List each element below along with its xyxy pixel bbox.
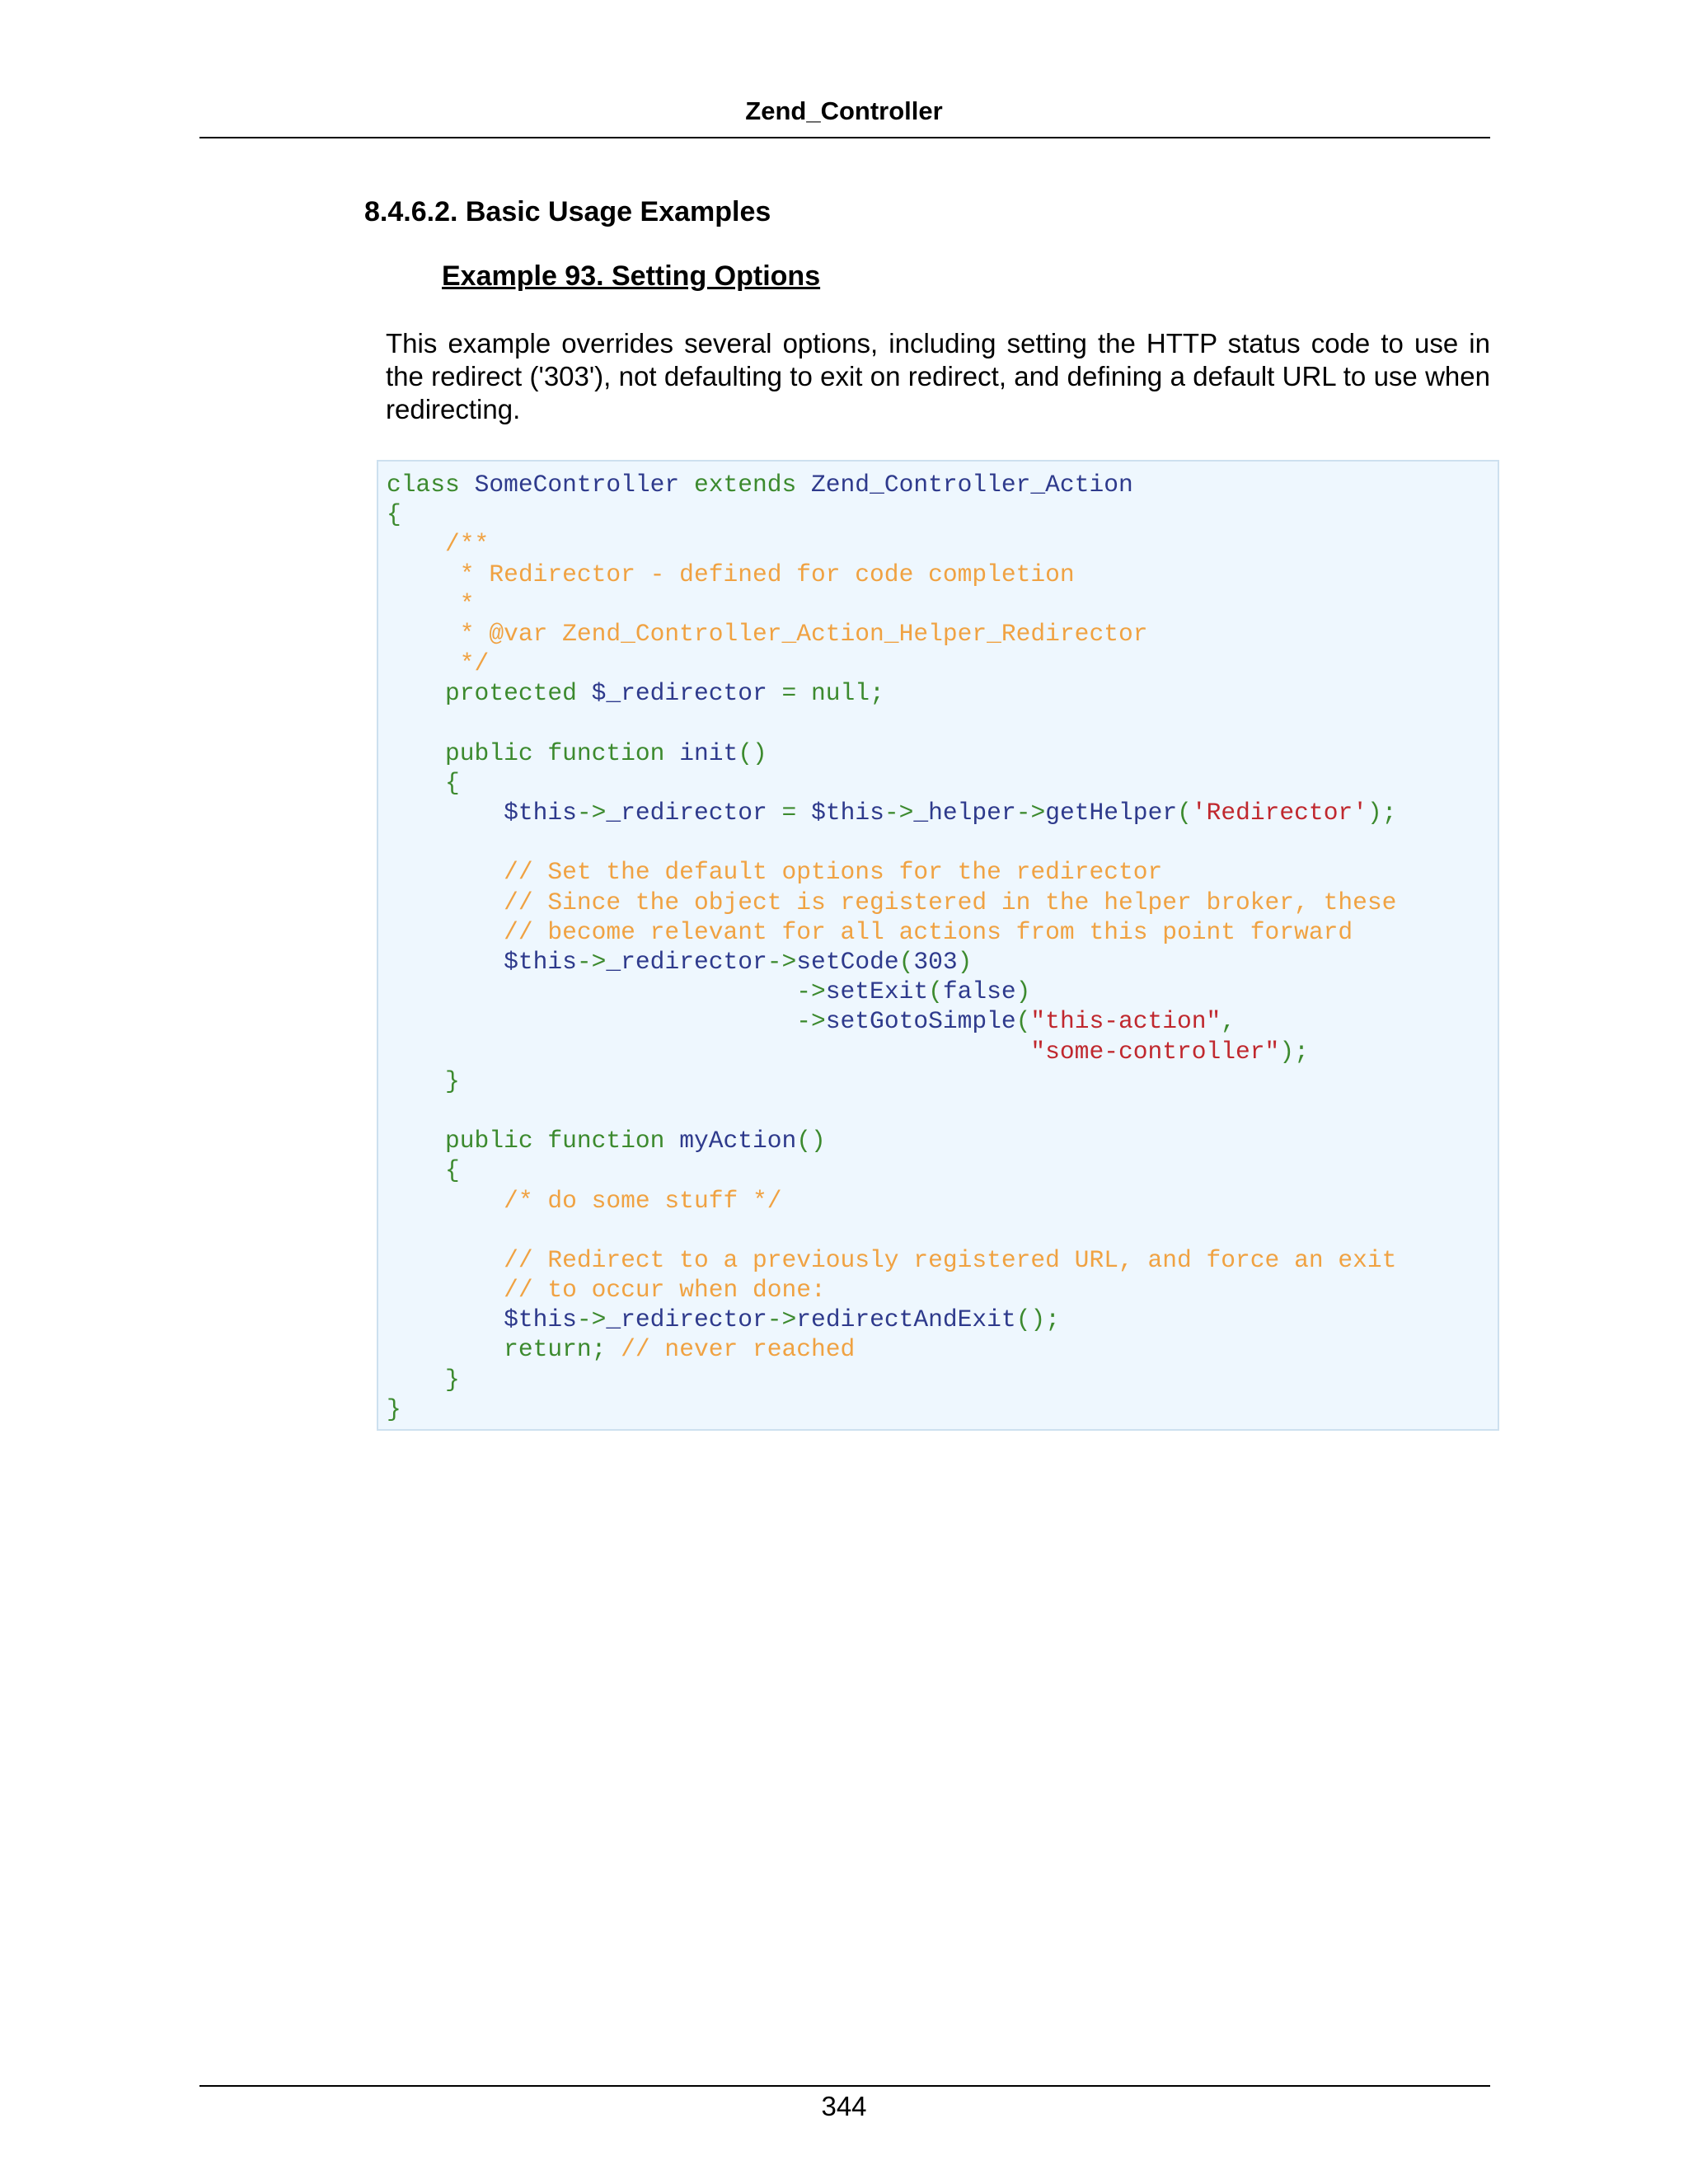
code-token: $_redirector [591, 679, 782, 708]
code-line [387, 888, 1397, 917]
code-token: _redirector [606, 948, 767, 976]
code-line [387, 827, 1397, 857]
body-paragraph: This example overrides several options, including setting the HTTP status code to use in the redirect ('303'), not defaulting to exit on redirect, and defining a default URL to use when redirecting. [386, 328, 1490, 424]
code-token: _redirector [606, 799, 782, 827]
code-token: -> [387, 1007, 826, 1036]
running-header: Zend_Controller [745, 96, 943, 125]
code-line [387, 709, 1397, 738]
code-line [387, 499, 1397, 529]
code-line [387, 917, 1397, 947]
code-token: ( [1015, 1007, 1031, 1036]
code-token: 'Redirector' [1191, 799, 1367, 827]
code-token: // Set the default options for the redirector [387, 858, 1163, 887]
code-token: _helper [913, 799, 1016, 827]
code-token: -> [1015, 799, 1046, 827]
code-token: "some-controller" [387, 1037, 1280, 1066]
code-line [387, 798, 1397, 827]
code-token: -> [767, 948, 797, 976]
code-token: -> [884, 799, 914, 827]
code-token: getHelper [1045, 799, 1178, 827]
code-line [387, 1037, 1397, 1066]
code-line [387, 857, 1397, 887]
code-token: myAction [679, 1127, 797, 1155]
code-token: _redirector [606, 1305, 767, 1334]
code-token: public function [387, 738, 680, 767]
code-token: (); [1015, 1305, 1060, 1334]
code-token: * @var Zend_Controller_Action_Helper_Redirector [387, 619, 1148, 648]
code-token: /** [387, 530, 490, 559]
code-token: ( [1177, 799, 1192, 827]
code-token: -> [576, 948, 607, 976]
code-line [387, 977, 1397, 1006]
code-line [387, 529, 1397, 559]
code-token: class [387, 471, 475, 499]
code-line [387, 1126, 1397, 1155]
code-token: { [387, 1156, 460, 1185]
code-line [387, 649, 1397, 678]
code-line [387, 678, 1397, 708]
code-token: -> [767, 1305, 797, 1334]
example-title: Example 93. Setting Options [442, 260, 821, 292]
code-token: // never reached [621, 1335, 856, 1364]
code-line [387, 589, 1397, 619]
code-token: ) [1015, 977, 1031, 1006]
code-line [387, 1305, 1397, 1334]
page-number: 344 [821, 2091, 867, 2121]
code-listing [387, 470, 1397, 1424]
section-title: 8.4.6.2. Basic Usage Examples [364, 196, 771, 227]
code-token: $this [811, 799, 884, 827]
code-line [387, 1275, 1397, 1305]
code-token: () [738, 738, 767, 767]
code-token: ); [1367, 799, 1397, 827]
code-token: () [796, 1127, 826, 1155]
code-block [377, 460, 1499, 1431]
code-line [387, 1186, 1397, 1216]
code-token: // Since the object is registered in the helper broker, these [387, 888, 1397, 916]
code-line [387, 1245, 1397, 1275]
code-line [387, 1096, 1397, 1126]
code-line [387, 619, 1397, 649]
code-token: ( [928, 977, 943, 1006]
code-token: $this [387, 948, 577, 976]
code-line [387, 768, 1397, 798]
code-token: ) [957, 948, 973, 976]
code-token: // to occur when done: [387, 1276, 826, 1305]
code-line [387, 1394, 1397, 1424]
code-token: // Redirect to a previously registered URL, and force an exit [387, 1245, 1397, 1274]
code-line [387, 470, 1397, 499]
code-token: // become relevant for all actions from this point forward [387, 917, 1353, 946]
code-token: $this [387, 799, 577, 827]
code-token: 303 [913, 948, 958, 976]
code-line [387, 560, 1397, 589]
code-token: -> [387, 977, 826, 1006]
code-token: Zend_Controller_Action [811, 471, 1133, 499]
code-line [387, 1155, 1397, 1185]
code-token: */ [387, 649, 490, 678]
code-token: ); [1279, 1037, 1309, 1066]
code-token: $this [387, 1305, 577, 1334]
code-line [387, 738, 1397, 768]
code-token: = null; [781, 679, 884, 708]
code-token: false [942, 977, 1016, 1006]
code-token: } [387, 1394, 401, 1423]
code-token: ( [898, 948, 914, 976]
code-token: -> [576, 1305, 607, 1334]
code-token: { [387, 768, 460, 797]
code-token: redirectAndExit [796, 1305, 1016, 1334]
code-token: = [781, 799, 812, 827]
code-token: -> [576, 799, 607, 827]
code-token: return; [387, 1335, 621, 1364]
code-line [387, 1066, 1397, 1096]
code-token: , [1221, 1007, 1236, 1036]
code-token: extends [693, 471, 812, 499]
footer-rule [199, 2085, 1490, 2087]
code-token: * [387, 589, 475, 618]
code-token: } [387, 1066, 460, 1095]
code-token: } [387, 1365, 460, 1394]
code-line [387, 1334, 1397, 1364]
code-token: protected [387, 679, 592, 708]
code-token: /* do some stuff */ [387, 1186, 782, 1215]
code-token: "this-action" [1030, 1007, 1221, 1036]
code-token: setExit [825, 977, 929, 1006]
code-token: * Redirector - defined for code completion [387, 560, 1075, 588]
code-line [387, 1216, 1397, 1245]
code-token: setCode [796, 948, 899, 976]
code-token: init [679, 738, 738, 767]
header-rule [199, 137, 1490, 138]
code-line [387, 1006, 1397, 1036]
code-line [387, 1365, 1397, 1394]
code-token: public function [387, 1127, 680, 1155]
code-token: { [387, 500, 401, 529]
code-line [387, 947, 1397, 977]
code-token: setGotoSimple [825, 1007, 1016, 1036]
code-token: SomeController [474, 471, 694, 499]
